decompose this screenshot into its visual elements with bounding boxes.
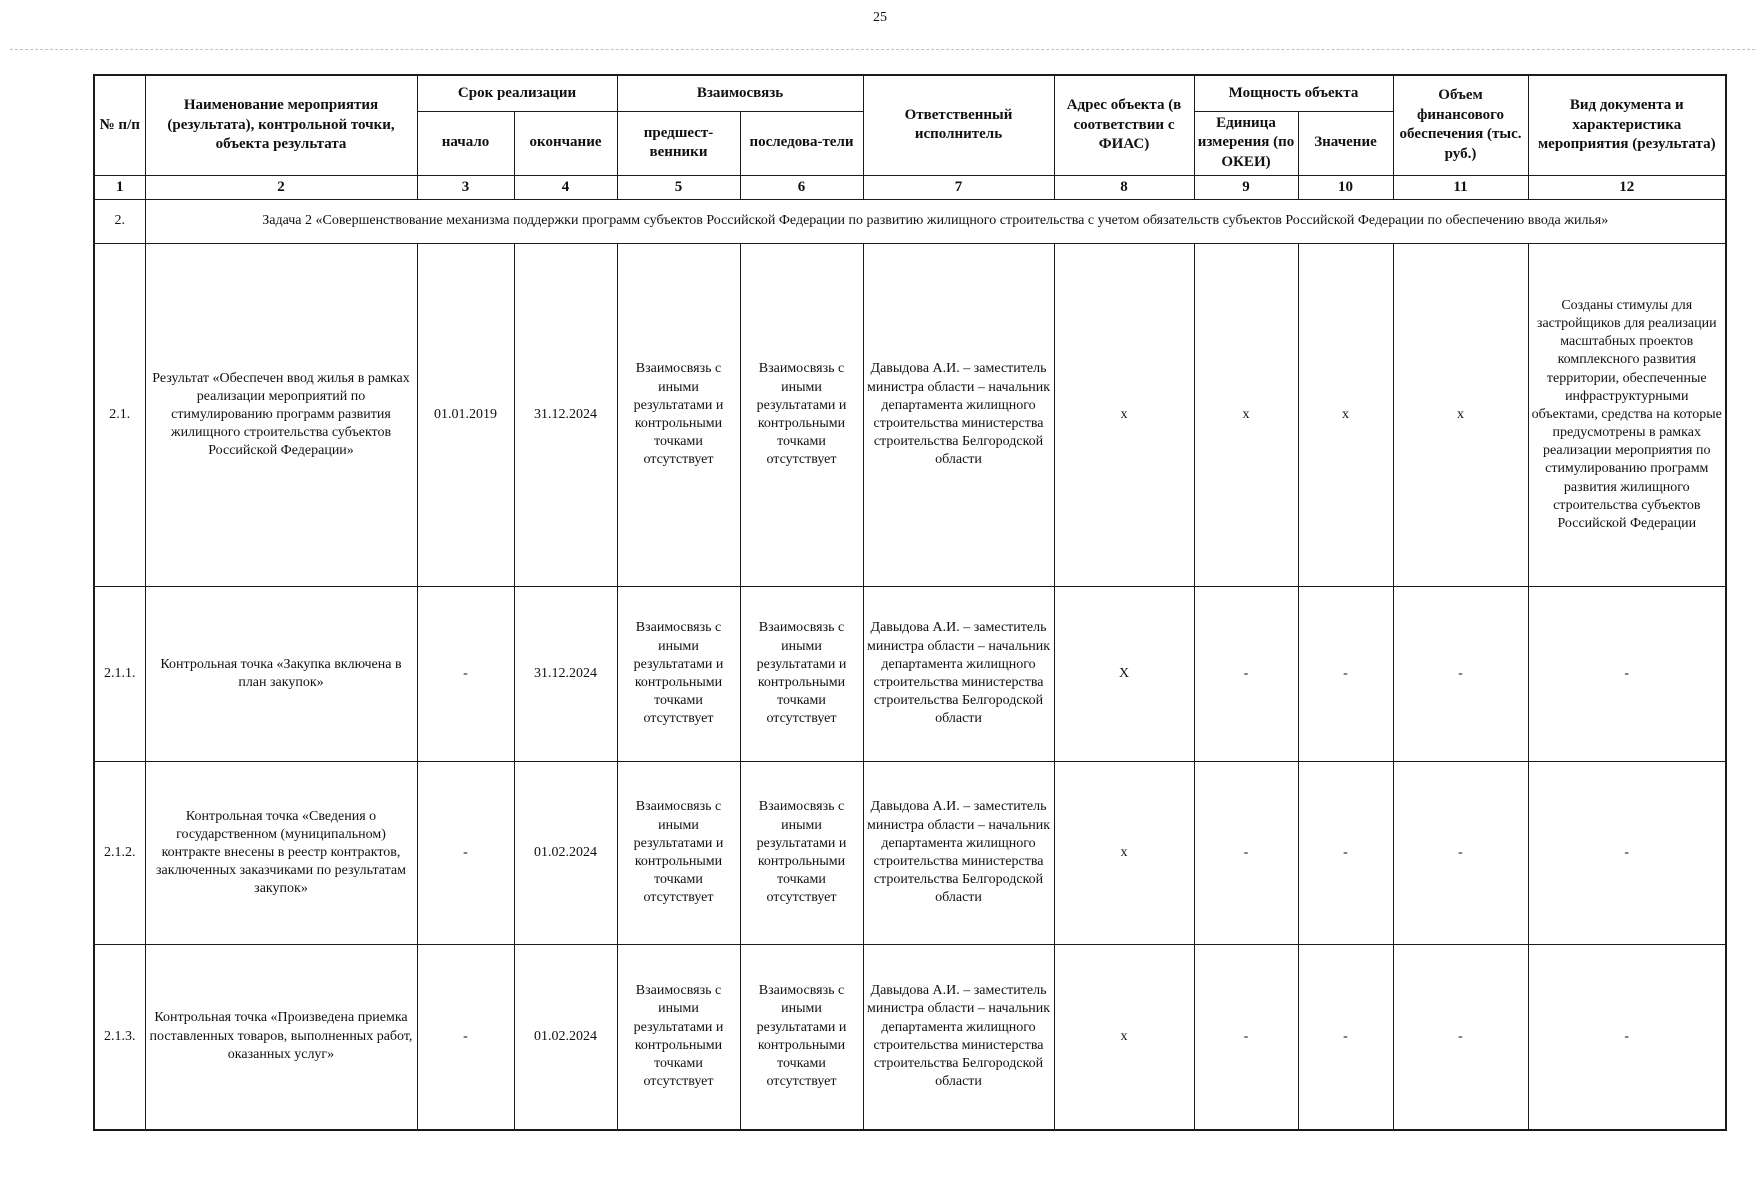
row-num: 2.1.	[94, 244, 145, 587]
col-number: 5	[617, 175, 740, 200]
row-funding: -	[1393, 762, 1528, 945]
row-start: -	[417, 762, 514, 945]
row-predecessors: Взаимосвязь с иными результатами и контрольными точками отсутствует	[617, 244, 740, 587]
row-value: x	[1298, 244, 1393, 587]
row-funding: -	[1393, 945, 1528, 1130]
row-value: -	[1298, 945, 1393, 1130]
row-successors: Взаимосвязь с иными результатами и контрольными точками отсутствует	[740, 762, 863, 945]
row-successors: Взаимосвязь с иными результатами и контрольными точками отсутствует	[740, 244, 863, 587]
row-num: 2.1.2.	[94, 762, 145, 945]
row-responsible: Давыдова А.И. – заместитель министра области – начальник департамента жилищного строительства министерства строительства Белгородской области	[863, 762, 1054, 945]
col-number: 6	[740, 175, 863, 200]
row-start: -	[417, 945, 514, 1130]
row-successors: Взаимосвязь с иными результатами и контрольными точками отсутствует	[740, 945, 863, 1130]
header-link: Взаимосвязь	[617, 75, 863, 111]
row-funding: x	[1393, 244, 1528, 587]
row-funding: -	[1393, 587, 1528, 762]
row-end: 01.02.2024	[514, 762, 617, 945]
row-address: x	[1054, 762, 1194, 945]
column-numbers-row	[94, 175, 1726, 200]
row-unit: x	[1194, 244, 1298, 587]
table-row	[94, 244, 1726, 587]
row-successors: Взаимосвязь с иными результатами и контрольными точками отсутствует	[740, 587, 863, 762]
header-value: Значение	[1298, 111, 1393, 175]
row-end: 01.02.2024	[514, 945, 617, 1130]
table-row	[94, 945, 1726, 1130]
row-value: -	[1298, 762, 1393, 945]
col-number: 9	[1194, 175, 1298, 200]
row-num: 2.1.1.	[94, 587, 145, 762]
table-row	[94, 762, 1726, 945]
scan-artifact-line	[10, 49, 1755, 50]
col-number: 11	[1393, 175, 1528, 200]
header-row-1	[94, 75, 1726, 111]
row-doc: Созданы стимулы для застройщиков для реализации масштабных проектов комплексного развития территории, обеспеченные инфраструктурными объектами, средства на которые предусмотрены в рамках реализации мероприятия по стимулированию программ развития жилищного строительства субъектов Российской Федерации	[1528, 244, 1726, 587]
header-unit: Единица измерения (по ОКЕИ)	[1194, 111, 1298, 175]
header-funding: Объем финансового обеспечения (тыс. руб.)	[1393, 75, 1528, 175]
row-responsible: Давыдова А.И. – заместитель министра области – начальник департамента жилищного строительства министерства строительства Белгородской области	[863, 945, 1054, 1130]
row-unit: -	[1194, 762, 1298, 945]
col-number: 10	[1298, 175, 1393, 200]
row-address: x	[1054, 945, 1194, 1130]
col-number: 7	[863, 175, 1054, 200]
row-unit: -	[1194, 587, 1298, 762]
header-capacity: Мощность объекта	[1194, 75, 1393, 111]
row-name: Контрольная точка «Произведена приемка поставленных товаров, выполненных работ, оказанных услуг»	[145, 945, 417, 1130]
col-number: 4	[514, 175, 617, 200]
col-number: 12	[1528, 175, 1726, 200]
header-end: окончание	[514, 111, 617, 175]
row-address: x	[1054, 244, 1194, 587]
header-address: Адрес объекта (в соответствии с ФИАС)	[1054, 75, 1194, 175]
header-predecessors: предшест-венники	[617, 111, 740, 175]
col-number: 1	[94, 175, 145, 200]
row-end: 31.12.2024	[514, 244, 617, 587]
row-doc: -	[1528, 945, 1726, 1130]
row-num: 2.1.3.	[94, 945, 145, 1130]
col-number: 2	[145, 175, 417, 200]
header-doc: Вид документа и характеристика мероприятия (результата)	[1528, 75, 1726, 175]
row-address: X	[1054, 587, 1194, 762]
header-num: № п/п	[94, 75, 145, 175]
row-unit: -	[1194, 945, 1298, 1130]
table-row	[94, 587, 1726, 762]
row-end: 31.12.2024	[514, 587, 617, 762]
col-number: 8	[1054, 175, 1194, 200]
header-period: Срок реализации	[417, 75, 617, 111]
col-number: 3	[417, 175, 514, 200]
row-start: -	[417, 587, 514, 762]
task-title: Задача 2 «Совершенствование механизма поддержки программ субъектов Российской Федерации по развитию жилищного строительства с учетом обязательств субъектов Российской Федерации по обеспечению ввода жилья»	[145, 200, 1726, 244]
page-number: 25	[873, 10, 887, 25]
row-name: Контрольная точка «Сведения о государственном (муниципальном) контракте внесены в реестр контрактов, заключенных заказчиками по результатам закупок»	[145, 762, 417, 945]
row-doc: -	[1528, 587, 1726, 762]
row-name: Результат «Обеспечен ввод жилья в рамках реализации мероприятий по стимулированию программ развития жилищного строительства субъектов Российской Федерации»	[145, 244, 417, 587]
row-start: 01.01.2019	[417, 244, 514, 587]
row-responsible: Давыдова А.И. – заместитель министра области – начальник департамента жилищного строительства министерства строительства Белгородской области	[863, 244, 1054, 587]
header-responsible: Ответственный исполнитель	[863, 75, 1054, 175]
header-successors: последова-тели	[740, 111, 863, 175]
task-row	[94, 200, 1726, 244]
row-predecessors: Взаимосвязь с иными результатами и контрольными точками отсутствует	[617, 762, 740, 945]
row-name: Контрольная точка «Закупка включена в план закупок»	[145, 587, 417, 762]
header-start: начало	[417, 111, 514, 175]
row-doc: -	[1528, 762, 1726, 945]
plan-table	[93, 74, 1727, 1131]
header-name: Наименование мероприятия (результата), контрольной точки, объекта результата	[145, 75, 417, 175]
row-value: -	[1298, 587, 1393, 762]
row-predecessors: Взаимосвязь с иными результатами и контрольными точками отсутствует	[617, 945, 740, 1130]
task-num: 2.	[94, 200, 145, 244]
row-responsible: Давыдова А.И. – заместитель министра области – начальник департамента жилищного строительства министерства строительства Белгородской области	[863, 587, 1054, 762]
row-predecessors: Взаимосвязь с иными результатами и контрольными точками отсутствует	[617, 587, 740, 762]
